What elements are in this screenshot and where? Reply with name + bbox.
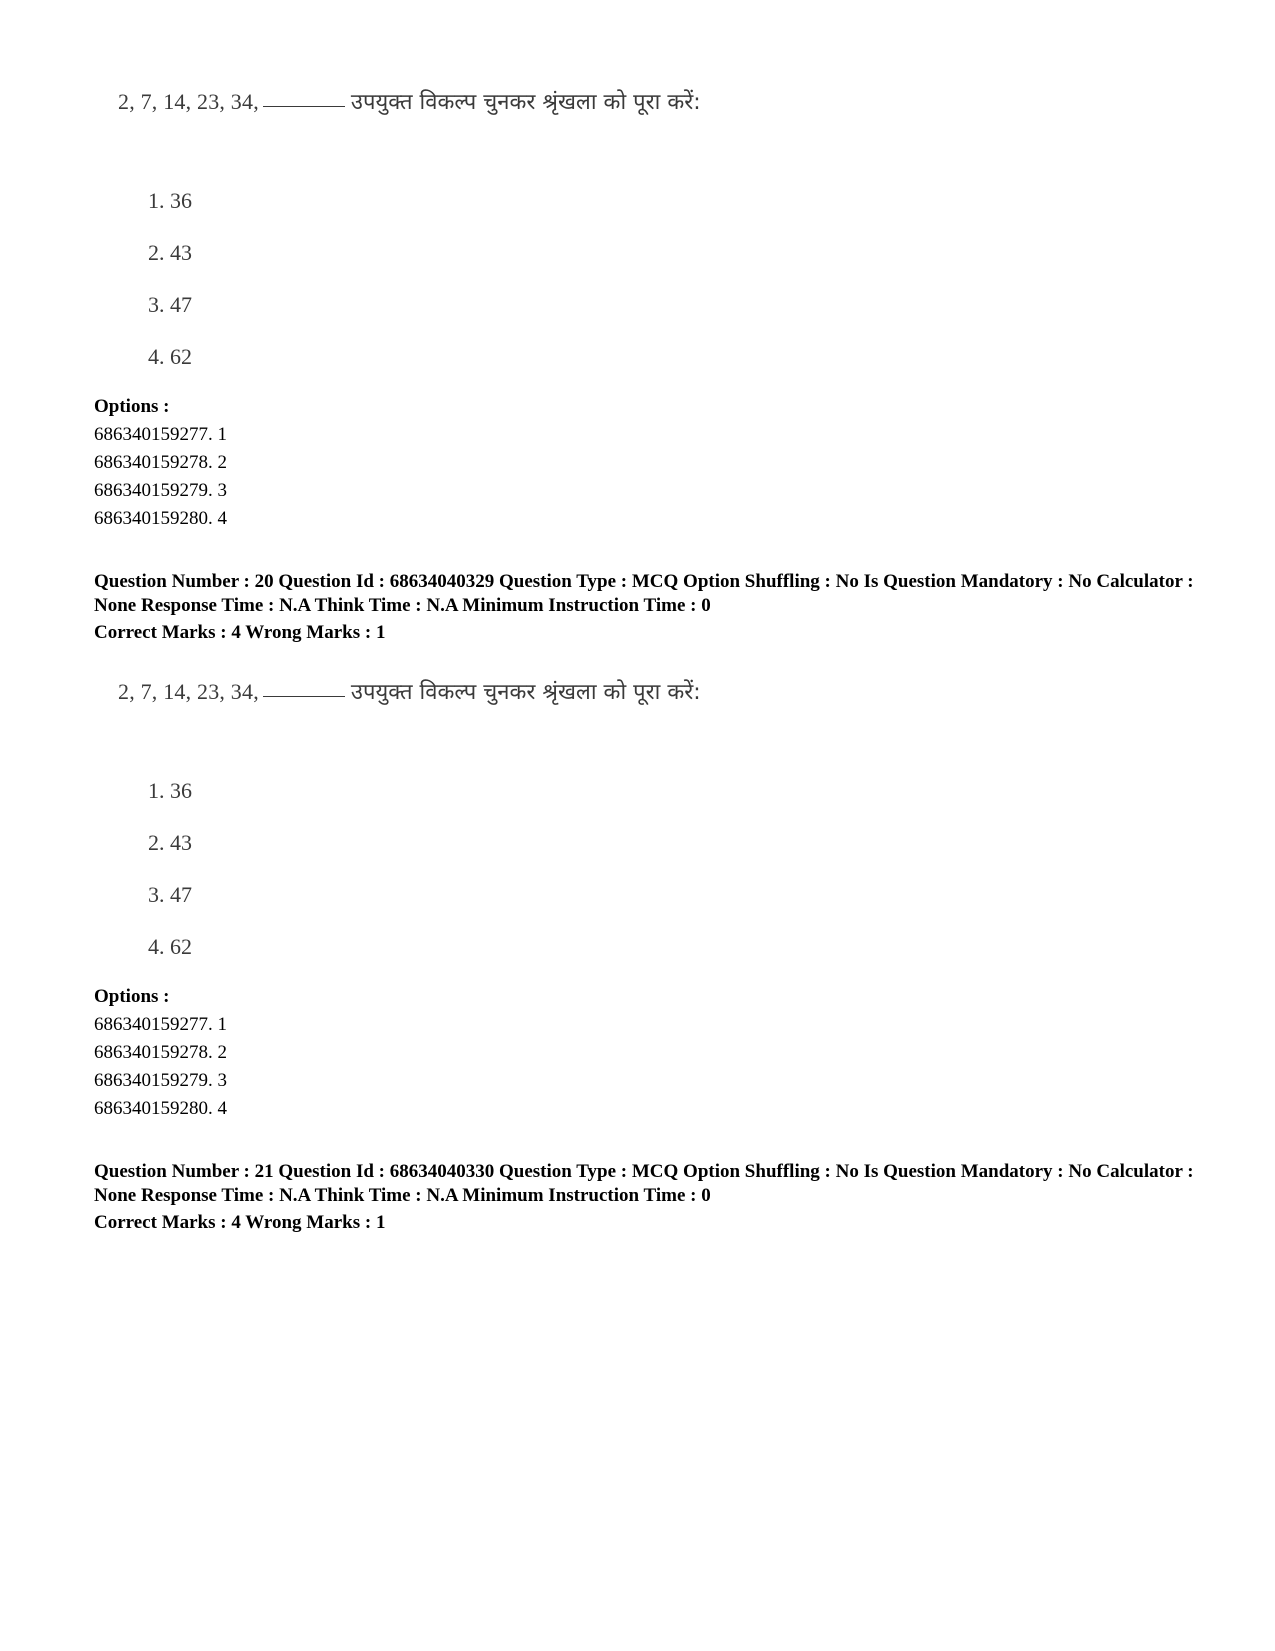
choice-item: 1. 36: [148, 778, 192, 803]
question-series: 2, 7, 14, 23, 34,: [118, 89, 259, 114]
question-meta: Question Number : 21 Question Id : 68634040330 Question Type : MCQ Option Shuffling : No Is Question Mandatory : No Calculator : None Response Time : N.A Think Time : N.A Minimum Instruction Time : 0: [94, 1161, 1194, 1206]
question-marks: Correct Marks : 4 Wrong Marks : 1: [94, 1212, 386, 1233]
choice-item: 2. 43: [148, 240, 192, 265]
option-id-line: 686340159278. 2: [94, 1042, 227, 1063]
question-instruction: उपयुक्त विकल्प चुनकर श्रृंखला को पूरा करें:: [350, 680, 701, 705]
option-id-line: 686340159279. 3: [94, 480, 227, 501]
question-marks: Correct Marks : 4 Wrong Marks : 1: [94, 622, 386, 643]
option-id-line: 686340159277. 1: [94, 1014, 227, 1035]
choice-item: 4. 62: [148, 344, 192, 369]
question-text: [118, 86, 701, 116]
option-id-line: 686340159278. 2: [94, 452, 227, 473]
answer-blank: [263, 106, 345, 107]
choice-item: 3. 47: [148, 882, 192, 907]
question-meta: Question Number : 20 Question Id : 68634040329 Question Type : MCQ Option Shuffling : No Is Question Mandatory : No Calculator : None Response Time : N.A Think Time : N.A Minimum Instruction Time : 0: [94, 571, 1194, 616]
answer-blank: [263, 696, 345, 697]
option-id-line: 686340159279. 3: [94, 1070, 227, 1091]
question-instruction: उपयुक्त विकल्प चुनकर श्रृंखला को पूरा करें:: [350, 90, 701, 115]
options-heading: Options :: [94, 396, 170, 417]
choice-item: 1. 36: [148, 188, 192, 213]
question-series: 2, 7, 14, 23, 34,: [118, 679, 259, 704]
choice-item: 3. 47: [148, 292, 192, 317]
question-text: [118, 676, 701, 706]
option-id-line: 686340159280. 4: [94, 1098, 227, 1119]
options-heading: Options :: [94, 986, 170, 1007]
option-id-line: 686340159277. 1: [94, 424, 227, 445]
option-id-line: 686340159280. 4: [94, 508, 227, 529]
choice-item: 2. 43: [148, 830, 192, 855]
choice-item: 4. 62: [148, 934, 192, 959]
